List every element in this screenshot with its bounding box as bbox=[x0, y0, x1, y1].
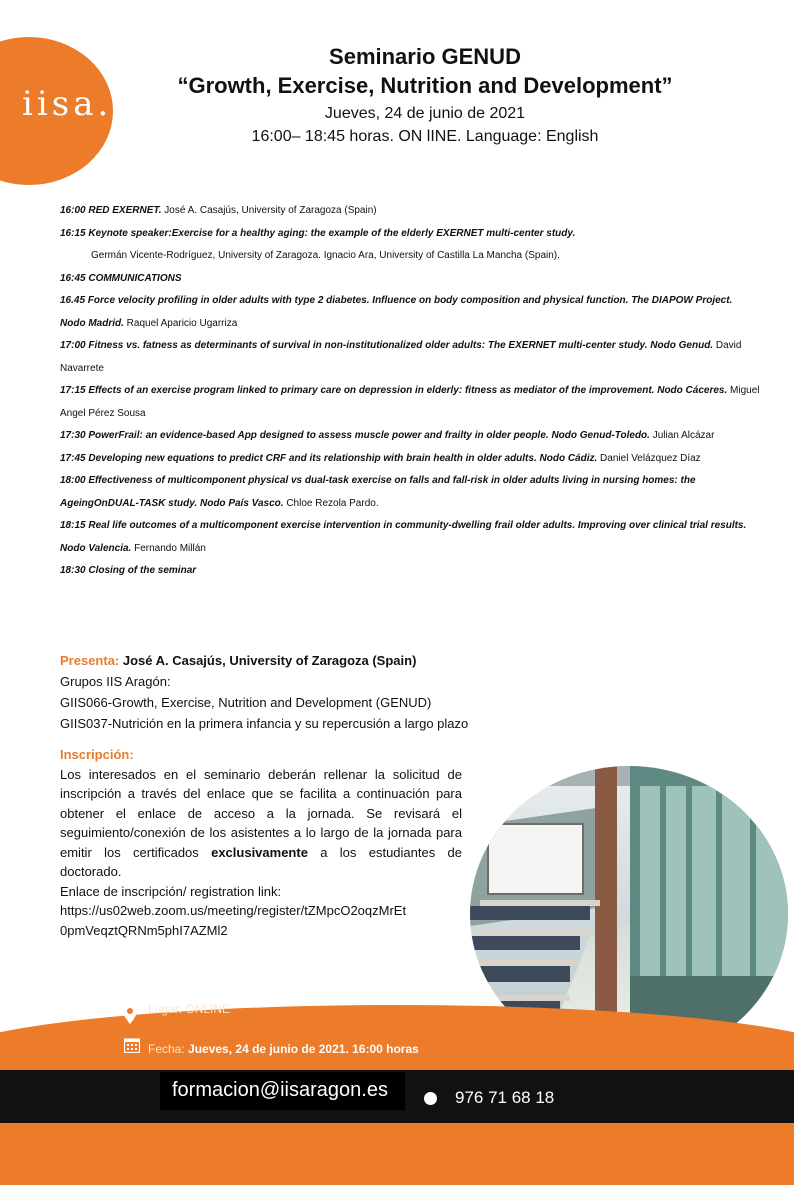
inscription-body: Los interesados en el seminario deberán rellenar la solicitud de inscripción a través del enlace que se facilita a continuación para obtener el enlace de acceso a la jornada. Se revisará el seguimiento/conexión de los asistentes a lo largo de la jornada para emitir los certificados exclusivamente a los estudiantes de doctorado. bbox=[60, 766, 462, 879]
contact-email[interactable]: formacion@iisaragon.es bbox=[172, 1079, 388, 1101]
program-item: 17:00 Fitness vs. fatness as determinants of survival in non-institutionalized older adults: The EXERNET multi-center study. Nodo Genud. David Navarrete bbox=[60, 340, 742, 374]
program-item: 18:00 Effectiveness of multicomponent physical vs dual-task exercise on falls and fall-risk in older adults living in nursing homes: the AgeingOnDUAL-TASK study. Nodo País Vasco. Chloe Rezola Pardo. bbox=[60, 475, 696, 509]
group-line: GIIS066-Growth, Exercise, Nutrition and Development (GENUD) bbox=[60, 695, 432, 710]
program-item: 17:45 Developing new equations to predict CRF and its relationship with brain health in older adults. Nodo Cádiz. Daniel Velázquez Díaz bbox=[60, 452, 701, 464]
phone-bullet-icon bbox=[424, 1092, 437, 1105]
calendar-icon bbox=[124, 1037, 140, 1053]
seminar-date: Jueves, 24 de junio de 2021 bbox=[324, 105, 526, 122]
contact-phone: 976 71 68 18 bbox=[455, 1088, 555, 1107]
program-item: 18:30 Closing of the seminar bbox=[60, 565, 197, 576]
inscription-section bbox=[60, 745, 462, 940]
program-item: 18:15 Real life outcomes of a multicomponent exercise intervention in community-dwelling frail older adults. Improving over clinical trial results. Nodo Valencia. Fernando Millán bbox=[60, 520, 747, 554]
group-line: GIIS037-Nutrición en la primera infancia y su repercusión a largo plazo bbox=[60, 716, 469, 731]
location-pin-icon bbox=[123, 1004, 137, 1024]
program-item: 17:15 Effects of an exercise program linked to primary care on depression in elderly: fitness as mediator of the improvement. Nodo Cáceres. Miguel Angel Pérez Sousa bbox=[60, 385, 760, 419]
logo-text: iisa. bbox=[22, 84, 113, 124]
location-text: Lugar: ONLINE bbox=[148, 1002, 231, 1016]
presenter-name: José A. Casajús, University of Zaragoza (Spain) bbox=[119, 653, 417, 668]
program-item: 17:30 PowerFrail: an evidence-based App designed to assess muscle power and frailty in older people. Nodo Genud-Toledo. Julian Alcázar bbox=[60, 430, 715, 441]
presenter-section bbox=[60, 650, 468, 734]
program-item: 16:45 COMMUNICATIONS bbox=[60, 272, 182, 284]
presenta-label: Presenta: bbox=[60, 653, 120, 668]
program-item: Germán Vicente-Rodríguez, University of Zaragoza. Ignacio Ara, University of Castilla La Mancha (Spain). bbox=[91, 250, 560, 261]
registration-link[interactable]: https://us02web.zoom.us/meeting/register/tZMpcO2oqzMrEt bbox=[60, 903, 407, 918]
registration-link-cont[interactable]: 0pmVeqztQRNm5phI7AZMl2 bbox=[60, 922, 228, 938]
seminar-title: Seminario GENUD bbox=[329, 44, 521, 69]
seminar-time: 16:00– 18:45 horas. ON lINE. Language: English bbox=[251, 128, 599, 145]
program-item: 16:00 RED EXERNET. José A. Casajús, University of Zaragoza (Spain) bbox=[60, 205, 377, 216]
date-text: Fecha: Jueves, 24 de junio de 2021. 16:00 horas bbox=[148, 1042, 419, 1056]
program-item: 16.45 Force velocity profiling in older adults with type 2 diabetes. Influence on body composition and physical function. The DIAPOW Project. Nodo Madrid. Raquel Aparicio Ugarriza bbox=[60, 295, 733, 329]
program-item: 16:15 Keynote speaker:Exercise for a healthy aging: the example of the elderly EXERNET multi-center study. bbox=[60, 227, 576, 239]
seminar-subtitle: “Growth, Exercise, Nutrition and Development” bbox=[177, 73, 673, 98]
program-list bbox=[60, 200, 760, 583]
link-label: Enlace de inscripción/ registration link: bbox=[60, 883, 282, 899]
group-line: Grupos IIS Aragón: bbox=[60, 674, 171, 689]
inscription-title: Inscripción: bbox=[60, 747, 134, 762]
